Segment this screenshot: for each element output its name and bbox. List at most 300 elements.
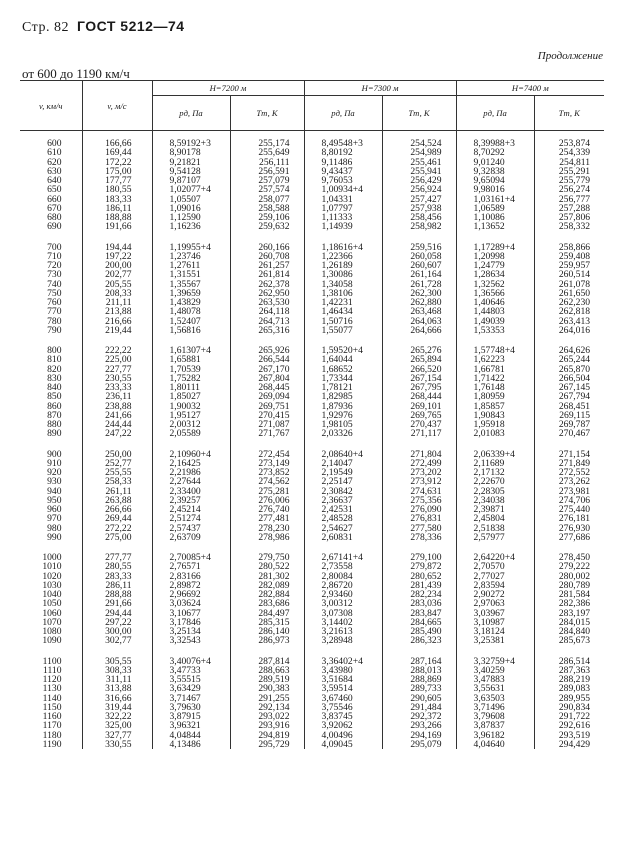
pressure-1-cell: 3,10677	[152, 609, 230, 618]
pressure-2-cell: 1,30086	[304, 270, 382, 279]
v-ms-cell: 197,22	[82, 252, 152, 261]
temperature-1-cell: 292,134	[230, 703, 304, 712]
temperature-1-cell: 278,986	[230, 533, 304, 542]
pressure-1-cell: 2,96692	[152, 590, 230, 599]
temperature-2-cell: 266,520	[382, 365, 456, 374]
table-row	[20, 439, 604, 459]
pressure-3-cell: 2,64220+4	[456, 542, 534, 562]
pressure-2-cell: 9,76053	[304, 176, 382, 185]
table-row	[20, 326, 604, 335]
pressure-3-cell: 3,47883	[456, 675, 534, 684]
v-kmh-cell: 870	[47, 409, 62, 421]
v-kmh-cell: 830	[47, 372, 62, 384]
col-altitude-3: H=7400 м	[456, 81, 604, 96]
v-ms-cell: 213,88	[82, 307, 152, 316]
v-kmh-cell: 860	[47, 400, 62, 412]
temperature-2-cell: 254,524	[382, 139, 456, 148]
temperature-2-cell: 295,079	[382, 740, 456, 749]
v-ms-cell: 302,77	[82, 636, 152, 645]
v-ms-cell: 175,00	[82, 167, 152, 176]
temperature-1-cell: 290,383	[230, 684, 304, 693]
pressure-3-cell: 1,44803	[456, 307, 534, 316]
pressure-1-cell: 4,13486	[152, 740, 230, 749]
v-ms-cell: 186,11	[82, 204, 152, 213]
pressure-3-cell: 3,32759+4	[456, 646, 534, 666]
v-kmh-cell: 1060	[42, 607, 62, 619]
pressure-2-cell: 1,55077	[304, 326, 382, 335]
v-ms-cell: 258,33	[82, 477, 152, 486]
pressure-2-cell: 2,36637	[304, 496, 382, 505]
temperature-2-cell: 269,765	[382, 411, 456, 420]
temperature-2-cell: 255,941	[382, 167, 456, 176]
v-kmh-cell: 1070	[42, 616, 62, 628]
pressure-2-cell: 1,42231	[304, 298, 382, 307]
temperature-1-cell: 288,663	[230, 666, 304, 675]
pressure-1-cell: 1,09016	[152, 204, 230, 213]
pressure-2-cell: 3,36402+4	[304, 646, 382, 666]
v-ms-cell: 277,77	[82, 542, 152, 562]
temperature-3-cell: 278,450	[534, 542, 604, 562]
pressure-2-cell: 1,64044	[304, 355, 382, 364]
temperature-2-cell: 292,372	[382, 712, 456, 721]
temperature-3-cell: 254,339	[534, 148, 604, 157]
pressure-2-cell: 2,80084	[304, 572, 382, 581]
v-ms-cell: 266,66	[82, 505, 152, 514]
pressure-1-cell: 1,56816	[152, 326, 230, 335]
v-kmh-cell: 600	[47, 138, 62, 149]
table-body	[20, 131, 604, 750]
temperature-1-cell: 291,255	[230, 694, 304, 703]
temperature-2-cell: 283,036	[382, 599, 456, 608]
v-ms-cell: 291,66	[82, 599, 152, 608]
pressure-3-cell: 1,76148	[456, 383, 534, 392]
temperature-1-cell: 255,649	[230, 148, 304, 157]
v-kmh-cell: 990	[47, 531, 62, 543]
v-kmh-cell: 1180	[42, 729, 62, 741]
temperature-2-cell: 290,605	[382, 694, 456, 703]
temperature-2-cell: 278,336	[382, 533, 456, 542]
temperature-1-cell: 269,751	[230, 402, 304, 411]
pressure-1-cell: 3,63429	[152, 684, 230, 693]
temperature-1-cell: 295,729	[230, 740, 304, 749]
temperature-3-cell: 272,552	[534, 468, 604, 477]
temperature-1-cell: 271,087	[230, 420, 304, 429]
pressure-1-cell: 2,76571	[152, 562, 230, 571]
temperature-3-cell: 265,870	[534, 365, 604, 374]
pressure-3-cell: 2,45804	[456, 514, 534, 523]
v-kmh-cell: 790	[47, 324, 62, 336]
temperature-1-cell: 264,713	[230, 317, 304, 326]
v-kmh-cell: 1030	[42, 579, 62, 591]
temperature-2-cell: 260,058	[382, 252, 456, 261]
pressure-2-cell: 1,87936	[304, 402, 382, 411]
pressure-1-cell: 2,05589	[152, 429, 230, 438]
pressure-2-cell: 1,07797	[304, 204, 382, 213]
v-kmh-cell: 770	[47, 306, 62, 318]
pressure-3-cell: 2,22670	[456, 477, 534, 486]
pressure-2-cell: 2,08640+4	[304, 439, 382, 459]
v-kmh-cell: 1020	[42, 570, 62, 582]
pressure-2-cell: 2,14047	[304, 459, 382, 468]
temperature-1-cell: 286,973	[230, 636, 304, 645]
pressure-2-cell: 1,46434	[304, 307, 382, 316]
pressure-1-cell: 2,21986	[152, 468, 230, 477]
pressure-3-cell: 1,17289+4	[456, 232, 534, 252]
pressure-1-cell: 3,32543	[152, 636, 230, 645]
pressure-1-cell: 1,65881	[152, 355, 230, 364]
pressure-3-cell: 3,03967	[456, 609, 534, 618]
temperature-2-cell: 265,276	[382, 335, 456, 355]
pressure-2-cell: 3,14402	[304, 618, 382, 627]
temperature-2-cell: 293,266	[382, 721, 456, 730]
v-kmh-cell: 1040	[42, 589, 62, 600]
pressure-3-cell: 3,71496	[456, 703, 534, 712]
temperature-1-cell: 289,519	[230, 675, 304, 684]
pressure-2-cell: 3,75546	[304, 703, 382, 712]
pressure-3-cell: 1,06589	[456, 204, 534, 213]
temperature-3-cell: 277,686	[534, 533, 604, 542]
temperature-3-cell: 268,451	[534, 402, 604, 411]
pressure-3-cell: 1,20998	[456, 252, 534, 261]
v-kmh-cell: 1190	[42, 738, 62, 750]
v-ms-cell: 255,55	[82, 468, 152, 477]
pressure-1-cell: 1,70539	[152, 365, 230, 374]
temperature-1-cell: 269,094	[230, 392, 304, 401]
pressure-2-cell: 1,11333	[304, 213, 382, 222]
v-ms-cell: 316,66	[82, 694, 152, 703]
pressure-3-cell: 3,10987	[456, 618, 534, 627]
pressure-1-cell: 1,23746	[152, 252, 230, 261]
v-ms-cell: 191,66	[82, 222, 152, 231]
pressure-3-cell: 2,51838	[456, 524, 534, 533]
v-ms-cell: 244,44	[82, 420, 152, 429]
v-ms-cell: 225,00	[82, 355, 152, 364]
v-ms-cell: 166,66	[82, 139, 152, 148]
temperature-3-cell: 286,514	[534, 646, 604, 666]
temperature-2-cell: 281,439	[382, 581, 456, 590]
pressure-3-cell: 1,90843	[456, 411, 534, 420]
pressure-1-cell: 3,79630	[152, 703, 230, 712]
pressure-2-cell: 1,92976	[304, 411, 382, 420]
temperature-1-cell: 258,588	[230, 204, 304, 213]
pressure-2-cell: 1,00934+4	[304, 185, 382, 194]
temperature-2-cell: 258,982	[382, 222, 456, 231]
temperature-3-cell: 267,794	[534, 392, 604, 401]
v-ms-cell: 330,55	[82, 740, 152, 749]
pressure-1-cell: 9,54128	[152, 167, 230, 176]
v-ms-cell: 188,88	[82, 213, 152, 222]
pressure-1-cell: 2,10960+4	[152, 439, 230, 459]
table-row	[20, 740, 604, 749]
table-row	[20, 429, 604, 438]
v-ms-cell: 322,22	[82, 712, 152, 721]
pressure-3-cell: 4,04640	[456, 740, 534, 749]
v-ms-cell: 238,88	[82, 402, 152, 411]
v-ms-cell: 252,77	[82, 459, 152, 468]
pressure-3-cell: 3,87837	[456, 721, 534, 730]
temperature-1-cell: 279,750	[230, 542, 304, 562]
pressure-3-cell: 2,01083	[456, 429, 534, 438]
temperature-2-cell: 273,912	[382, 477, 456, 486]
temperature-3-cell: 259,957	[534, 261, 604, 270]
col-altitude-1: H=7200 м	[152, 81, 304, 96]
temperature-3-cell: 261,078	[534, 280, 604, 289]
v-kmh-cell: 810	[47, 354, 62, 366]
temperature-2-cell: 283,847	[382, 609, 456, 618]
temperature-3-cell: 276,181	[534, 514, 604, 523]
pressure-2-cell: 9,11486	[304, 158, 382, 167]
temperature-3-cell: 283,197	[534, 609, 604, 618]
pressure-3-cell: 2,77027	[456, 572, 534, 581]
v-ms-cell: 319,44	[82, 703, 152, 712]
v-kmh-cell: 840	[47, 382, 62, 393]
temperature-3-cell: 291,722	[534, 712, 604, 721]
col-temperature-2: Tт, К	[382, 96, 456, 131]
pressure-1-cell: 1,95127	[152, 411, 230, 420]
pressure-1-cell: 1,61307+4	[152, 335, 230, 355]
temperature-3-cell: 273,981	[534, 487, 604, 496]
v-kmh-cell: 1150	[42, 701, 62, 713]
v-ms-cell: 280,55	[82, 562, 152, 571]
pressure-3-cell: 3,18124	[456, 627, 534, 636]
temperature-1-cell: 270,415	[230, 411, 304, 420]
temperature-2-cell: 282,234	[382, 590, 456, 599]
temperature-2-cell: 284,665	[382, 618, 456, 627]
temperature-3-cell: 254,811	[534, 158, 604, 167]
temperature-1-cell: 266,544	[230, 355, 304, 364]
v-ms-cell: 222,22	[82, 335, 152, 355]
v-kmh-cell: 1170	[42, 720, 62, 732]
pressure-3-cell: 3,96182	[456, 731, 534, 740]
temperature-3-cell: 285,673	[534, 636, 604, 645]
pressure-2-cell: 1,26189	[304, 261, 382, 270]
col-temperature-1: Tт, К	[230, 96, 304, 131]
pressure-3-cell: 1,95918	[456, 420, 534, 429]
temperature-1-cell: 260,708	[230, 252, 304, 261]
table-row	[20, 646, 604, 666]
temperature-3-cell: 263,413	[534, 317, 604, 326]
temperature-3-cell: 279,222	[534, 562, 604, 571]
pressure-2-cell: 1,50716	[304, 317, 382, 326]
pressure-3-cell: 1,85857	[456, 402, 534, 411]
pressure-1-cell: 2,33400	[152, 487, 230, 496]
pressure-1-cell: 2,83166	[152, 572, 230, 581]
pressure-1-cell: 3,47733	[152, 666, 230, 675]
v-ms-cell: 227,77	[82, 365, 152, 374]
pressure-2-cell: 2,42531	[304, 505, 382, 514]
temperature-1-cell: 256,111	[230, 158, 304, 167]
v-kmh-cell: 1090	[42, 635, 62, 647]
pressure-1-cell: 3,55515	[152, 675, 230, 684]
temperature-2-cell: 287,164	[382, 646, 456, 666]
temperature-2-cell: 262,880	[382, 298, 456, 307]
temperature-3-cell: 270,467	[534, 429, 604, 438]
temperature-3-cell: 281,584	[534, 590, 604, 599]
temperature-3-cell: 269,115	[534, 411, 604, 420]
v-ms-cell: 263,88	[82, 496, 152, 505]
temperature-2-cell: 263,468	[382, 307, 456, 316]
pressure-3-cell: 1,71422	[456, 374, 534, 383]
temperature-3-cell: 266,504	[534, 374, 604, 383]
temperature-3-cell: 282,386	[534, 599, 604, 608]
temperature-1-cell: 268,445	[230, 383, 304, 392]
temperature-2-cell: 271,804	[382, 439, 456, 459]
v-kmh-cell: 880	[47, 419, 62, 430]
col-temperature-3: Tт, К	[534, 96, 604, 131]
pressure-1-cell: 3,03624	[152, 599, 230, 608]
pressure-1-cell: 1,02077+4	[152, 185, 230, 194]
temperature-2-cell: 279,872	[382, 562, 456, 571]
temperature-1-cell: 264,118	[230, 307, 304, 316]
v-kmh-cell: 610	[47, 147, 62, 159]
temperature-3-cell: 271,154	[534, 439, 604, 459]
pressure-2-cell: 1,68652	[304, 365, 382, 374]
pressure-2-cell: 3,59514	[304, 684, 382, 693]
temperature-3-cell: 276,930	[534, 524, 604, 533]
pressure-2-cell: 2,19549	[304, 468, 382, 477]
table-row	[20, 222, 604, 231]
temperature-1-cell: 267,804	[230, 374, 304, 383]
pressure-2-cell: 3,92062	[304, 721, 382, 730]
v-kmh-cell: 1160	[42, 711, 62, 722]
temperature-2-cell: 280,652	[382, 572, 456, 581]
temperature-1-cell: 277,481	[230, 514, 304, 523]
pressure-1-cell: 3,40076+4	[152, 646, 230, 666]
pressure-2-cell: 9,43437	[304, 167, 382, 176]
v-ms-cell: 275,00	[82, 533, 152, 542]
v-kmh-cell: 750	[47, 287, 62, 299]
v-ms-cell: 230,55	[82, 374, 152, 383]
col-pressure-2: pд, Па	[304, 96, 382, 131]
temperature-3-cell: 293,519	[534, 731, 604, 740]
pressure-1-cell: 1,05507	[152, 195, 230, 204]
pressure-2-cell: 1,82985	[304, 392, 382, 401]
temperature-1-cell: 258,077	[230, 195, 304, 204]
v-ms-cell: 308,33	[82, 666, 152, 675]
temperature-2-cell: 259,516	[382, 232, 456, 252]
v-kmh-cell: 780	[47, 315, 62, 327]
temperature-1-cell: 265,316	[230, 326, 304, 335]
temperature-3-cell: 290,834	[534, 703, 604, 712]
v-ms-cell: 169,44	[82, 148, 152, 157]
temperature-2-cell: 289,733	[382, 684, 456, 693]
temperature-1-cell: 283,686	[230, 599, 304, 608]
pressure-3-cell: 2,70570	[456, 562, 534, 571]
pressure-2-cell: 3,51684	[304, 675, 382, 684]
v-kmh-cell: 740	[47, 278, 62, 290]
v-kmh-cell: 760	[47, 297, 62, 308]
temperature-3-cell: 273,262	[534, 477, 604, 486]
temperature-3-cell: 253,874	[534, 139, 604, 148]
temperature-1-cell: 267,170	[230, 365, 304, 374]
pressure-3-cell: 1,80959	[456, 392, 534, 401]
table-row	[20, 636, 604, 645]
temperature-2-cell: 262,300	[382, 289, 456, 298]
temperature-1-cell: 261,257	[230, 261, 304, 270]
pressure-3-cell: 1,10086	[456, 213, 534, 222]
temperature-2-cell: 288,869	[382, 675, 456, 684]
pressure-3-cell: 9,65094	[456, 176, 534, 185]
v-kmh-cell: 720	[47, 260, 62, 271]
temperature-2-cell: 256,924	[382, 185, 456, 194]
col-v-ms: v, м/с	[82, 81, 152, 131]
v-kmh-cell: 1110	[43, 664, 62, 676]
pressure-2-cell: 3,28948	[304, 636, 382, 645]
v-kmh-cell: 680	[47, 212, 62, 223]
pressure-1-cell: 2,45214	[152, 505, 230, 514]
v-ms-cell: 269,44	[82, 514, 152, 523]
pressure-3-cell: 8,70292	[456, 148, 534, 157]
v-kmh-cell: 1050	[42, 598, 62, 610]
pressure-3-cell: 1,13652	[456, 222, 534, 231]
temperature-3-cell: 256,274	[534, 185, 604, 194]
temperature-3-cell: 265,244	[534, 355, 604, 364]
temperature-1-cell: 261,814	[230, 270, 304, 279]
temperature-3-cell: 280,002	[534, 572, 604, 581]
table-row	[20, 232, 604, 252]
pressure-2-cell: 3,43980	[304, 666, 382, 675]
temperature-1-cell: 255,174	[230, 139, 304, 148]
temperature-3-cell: 256,777	[534, 195, 604, 204]
temperature-2-cell: 273,202	[382, 468, 456, 477]
atmosphere-table	[20, 80, 604, 749]
temperature-3-cell: 271,849	[534, 459, 604, 468]
pressure-3-cell: 1,66781	[456, 365, 534, 374]
standard-code: ГОСТ 5212—74	[76, 18, 185, 34]
pressure-1-cell: 2,63709	[152, 533, 230, 542]
table-row	[20, 335, 604, 355]
pressure-3-cell: 1,53353	[456, 326, 534, 335]
temperature-2-cell: 256,429	[382, 176, 456, 185]
temperature-2-cell: 272,499	[382, 459, 456, 468]
pressure-2-cell: 1,14939	[304, 222, 382, 231]
pressure-3-cell: 1,40646	[456, 298, 534, 307]
temperature-3-cell: 274,706	[534, 496, 604, 505]
v-kmh-cell: 800	[47, 345, 62, 356]
pressure-1-cell: 1,31551	[152, 270, 230, 279]
pressure-2-cell: 2,60831	[304, 533, 382, 542]
pressure-2-cell: 8,49548+3	[304, 139, 382, 148]
v-ms-cell: 288,88	[82, 590, 152, 599]
temperature-3-cell: 261,650	[534, 289, 604, 298]
temperature-3-cell: 284,015	[534, 618, 604, 627]
col-v-kmh: v, км/ч	[20, 81, 82, 131]
pressure-1-cell: 8,90178	[152, 148, 230, 157]
pressure-3-cell: 2,06339+4	[456, 439, 534, 459]
v-ms-cell: 300,00	[82, 627, 152, 636]
temperature-2-cell: 276,831	[382, 514, 456, 523]
pressure-2-cell: 3,00312	[304, 599, 382, 608]
temperature-1-cell: 262,378	[230, 280, 304, 289]
v-ms-cell: 250,00	[82, 439, 152, 459]
temperature-1-cell: 276,740	[230, 505, 304, 514]
page-header	[22, 18, 185, 36]
pressure-2-cell: 2,48528	[304, 514, 382, 523]
temperature-1-cell: 278,230	[230, 524, 304, 533]
v-ms-cell: 261,11	[82, 487, 152, 496]
speed-range-label: от 600 до 1190 км/ч	[22, 66, 130, 81]
temperature-1-cell: 265,926	[230, 335, 304, 355]
v-kmh-cell: 920	[47, 467, 62, 478]
pressure-3-cell: 2,97063	[456, 599, 534, 608]
temperature-2-cell: 267,154	[382, 374, 456, 383]
temperature-1-cell: 257,574	[230, 185, 304, 194]
temperature-1-cell: 285,315	[230, 618, 304, 627]
pressure-3-cell: 1,36566	[456, 289, 534, 298]
pressure-1-cell: 1,52407	[152, 317, 230, 326]
temperature-2-cell: 270,437	[382, 420, 456, 429]
temperature-2-cell: 294,169	[382, 731, 456, 740]
